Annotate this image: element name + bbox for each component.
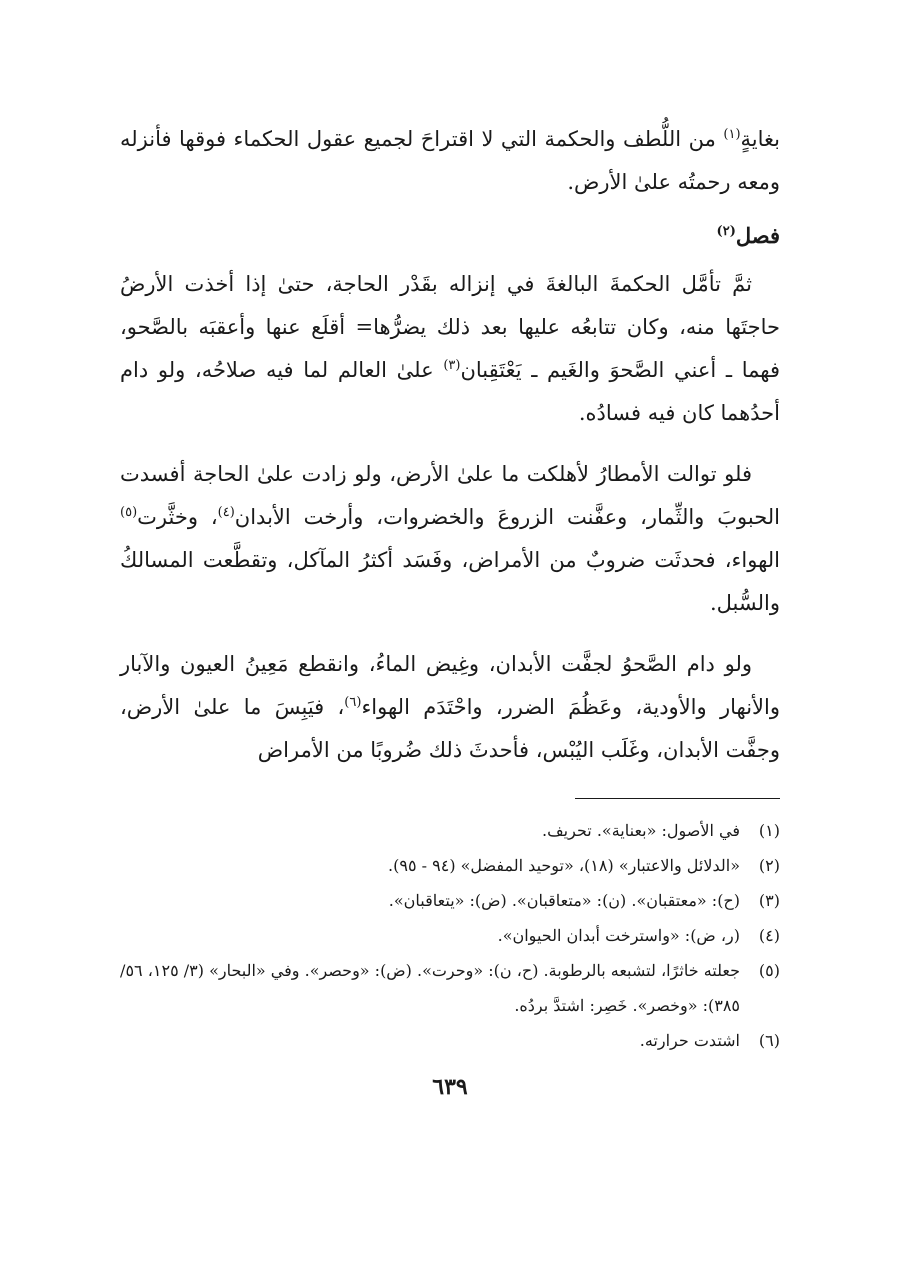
footnote-text: «الدلائل والاعتبار» (١٨)، «توحيد المفضل» (٩٤ - ٩٥). [388,856,740,875]
paragraph-continuation: بغايةٍ$^{(١)}$ من اللُّطف والحكمة التي لا اقتراحَ لجميع عقول الحكماء فوقها فأنزله ومعه رحمتُه علىٰ الأرض. [120,127,780,194]
paragraph-excess-drought: ولو دام الصَّحوُ لجفَّت الأبدان، وغِيض الماءُ، وانقطع مَعِينُ العيون والآبار والأنهار والأودية، وعَظُمَ الضرر، واحْتَدَم الهواء$^{(٦)}$، فيَبِسَ ما علىٰ الأرض، وجفَّت الأبدان، وغَلَب اليُبْس، فأحدثَ ذلك ضُروبًا من الأمراض [120,652,780,762]
footnote-number: (٣) [758,891,780,910]
footnote-text: في الأصول: «بعناية». تحريف. [542,821,740,840]
footnote-divider [575,798,780,799]
section-heading: فصل$^{(٢)}$ [716,223,780,248]
footnote-number: (٥) [758,961,780,980]
footnote-text: (ر، ض): «واسترخت أبدان الحيوان». [497,926,740,945]
book-page [120,118,780,1100]
paragraph-rain-timing: ثمَّ تأمَّل الحكمةَ البالغةَ في إنزاله بقَدْر الحاجة، حتىٰ إذا أخذت الأرضُ حاجتَها منه، وكان تتابعُه عليها بعد ذلك يضرُّها= أقلَع عنها وأعقبَه بالصَّحو، فهما ـ أعني الصَّحوَ والغَيم ـ يَعْتَقِبان$^{(٣)}$ علىٰ العالم لما فيه صلاحُه، ولو دام أحدُهما كان فيه فسادُه. [120,272,780,425]
footnote-item [120,883,780,918]
footnote-item [120,813,780,848]
footnote-ref[interactable]: (١) [723,127,741,142]
main-text [120,118,780,772]
footnote-item [120,918,780,953]
footnote-text: جعلته خاثرًا، لتشبعه بالرطوبة. (ح، ن): «وحرت». (ض): «وحصر». وفي «البحار» (٣/ ١٢٥، ٥٦/ ٣٨٥): «وخصر». خَصِر: اشتدَّ بردُه. [120,961,740,1015]
footnote-item [120,953,780,1023]
footnote-ref[interactable]: (٣) [443,358,461,373]
footnotes-list [120,813,780,1058]
footnote-number: (٢) [758,856,780,875]
footnote-number: (١) [758,821,780,840]
footnote-number: (٤) [758,926,780,945]
page-number: ٦٣٩ [432,1074,468,1100]
footnote-text: اشتدت حرارته. [639,1031,740,1050]
footnote-text: (ح): «معتقبان». (ن): «متعاقبان». (ض): «يتعاقبان». [388,891,740,910]
footnote-ref[interactable]: (٤) [217,505,235,520]
footnote-item [120,848,780,883]
footnote-ref[interactable]: (٦) [344,695,362,710]
footnote-ref[interactable]: (٢) [716,224,736,239]
footnote-number: (٦) [758,1031,780,1050]
paragraph-excess-rain: فلو توالت الأمطارُ لأهلكت ما علىٰ الأرض، ولو زادت علىٰ الحاجة أفسدت الحبوبَ والثِّمار، وعفَّنت الزروعَ والخضروات، وأرخت الأبدان$^{(٤)}$، وخثَّرت$^{(٥)}$ الهواء، فحدثَت ضروبٌ من الأمراض، وفَسَد أكثرُ المآكل، وتقطَّعت المسالكُ والسُّبل. [120,462,780,615]
footnote-item [120,1023,780,1058]
footnote-ref[interactable]: (٥) [120,505,138,520]
